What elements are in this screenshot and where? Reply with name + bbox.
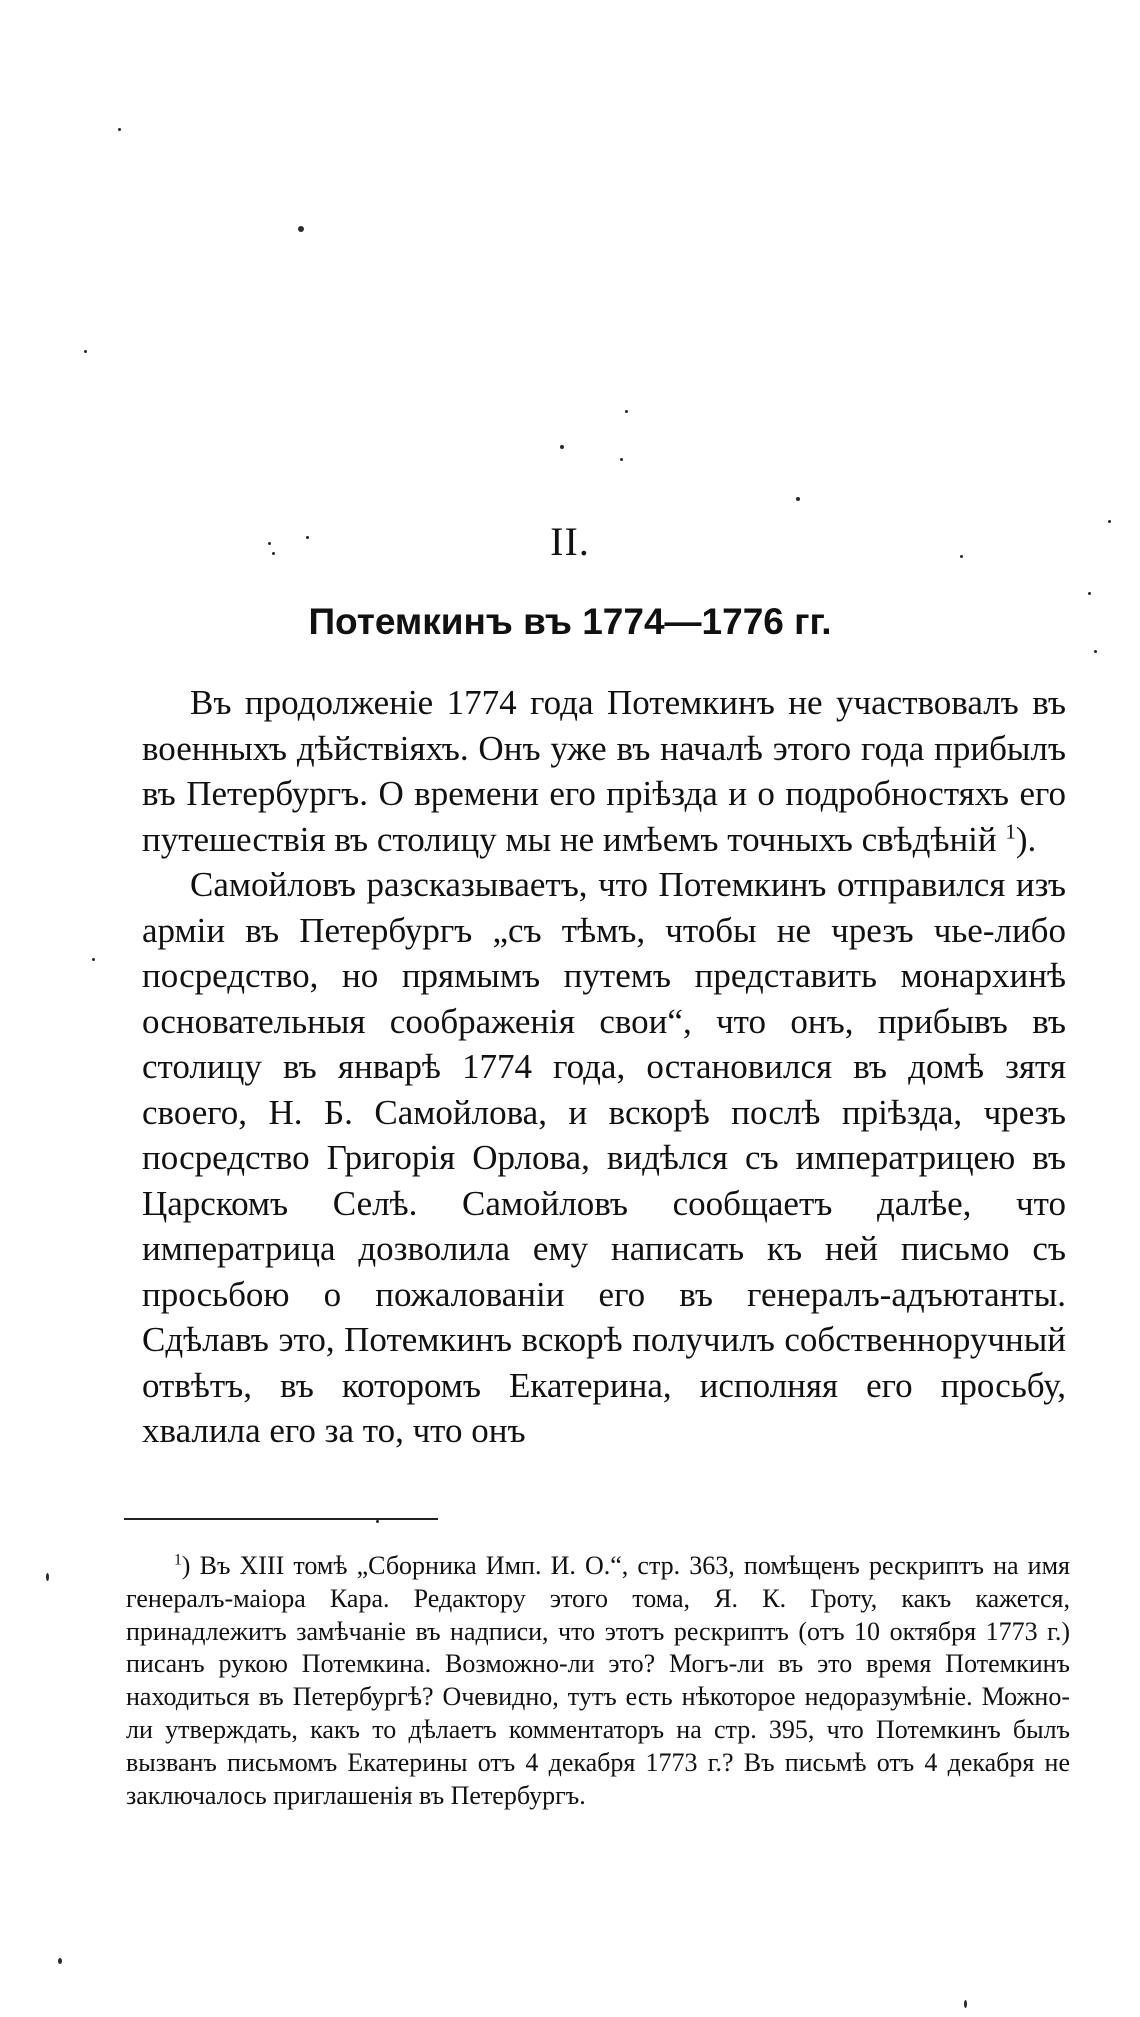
scan-speck [1094, 650, 1097, 653]
paragraph [142, 862, 1066, 1454]
scan-speck [268, 542, 271, 545]
scan-speck [84, 350, 87, 353]
scan-speck [960, 555, 963, 558]
scan-speck [272, 552, 275, 555]
scan-speck [376, 1520, 379, 1523]
scan-speck [306, 536, 309, 539]
scan-speck [298, 226, 304, 232]
chapter-number: II. [550, 519, 590, 564]
scan-speck [118, 128, 121, 131]
scan-speck [796, 497, 800, 501]
footnote-marker: 1 [174, 1551, 182, 1569]
scan-speck [46, 1573, 49, 1581]
scan-speck [1108, 520, 1111, 523]
footnote-reference-close: ). [1015, 819, 1037, 859]
footnote-text: Въ XIII томѣ „Сборника Имп. И. О.“, стр. 363, помѣщенъ рескриптъ на имя генералъ-маіора Кара. Редактору этого тома, Я. К. Гроту, какъ кажется, принадлежитъ замѣчаніе въ надписи, что этотъ рескриптъ (отъ 10 октября 1773 г.) писанъ рукою Потемкина. Возможно-ли это? Могъ-ли въ это время Потемкинъ находиться въ Петербургѣ? Очевидно, тутъ есть нѣкоторое недоразумѣніе. Можно-ли утверждать, какъ то дѣлаетъ комментаторъ на стр. 395, что Потемкинъ былъ вызванъ письмомъ Екатерины отъ 4 декабря 1773 г.? Въ письмѣ отъ 4 декабря не заключалось приглашенія въ Петербургъ. [126, 1551, 1070, 1810]
footnote [126, 1550, 1070, 1812]
scan-speck [58, 1958, 62, 1964]
scan-speck [560, 445, 564, 449]
scan-speck [625, 410, 628, 413]
scan-speck [92, 958, 95, 961]
scan-speck [1088, 592, 1091, 595]
footnote-divider [124, 1518, 438, 1520]
paragraph-text: Самойловъ разсказываетъ, что Потемкинъ отправился изъ арміи въ Петербургъ „съ тѣмъ, чтобы не чрезъ чье-либо посредство, но прямымъ путемъ представить монархинѣ основательныя соображенія свои“, что онъ, прибывъ въ столицу въ январѣ 1774 года, остановился въ домѣ зятя своего, Н. Б. Самойлова, и вскорѣ послѣ пріѣзда, чрезъ посредство Григорія Орлова, видѣлся съ императрицею въ Царскомъ Селѣ. Самойловъ сообщаетъ далѣе, что императрица дозволила ему написать къ ней письмо съ просьбою о пожалованіи его въ генералъ-адъютанты. Сдѣлавъ это, Потемкинъ вскорѣ получилъ собственноручный отвѣтъ, въ которомъ Екатерина, исполняя его просьбу, хвалила его за то, что онъ [142, 865, 1066, 1450]
footnote-marker-close: ) [181, 1551, 191, 1580]
paragraph-text: Въ продолженіе 1774 года Потемкинъ не участвовалъ въ военныхъ дѣйствіяхъ. Онъ уже въ началѣ этого года прибылъ въ Петербургъ. О времени его пріѣзда и о подробностяхъ его путешествія въ столицу мы не имѣемъ точныхъ свѣдѣній [142, 683, 1066, 859]
scan-speck [964, 2000, 967, 2008]
body-text [142, 680, 1066, 1454]
chapter-title: Потемкинъ въ 1774—1776 гг. [308, 601, 832, 642]
footnotes [126, 1550, 1070, 1812]
paragraph [142, 680, 1066, 862]
scan-speck [620, 458, 623, 461]
footnote-reference: 1 [1005, 818, 1016, 843]
